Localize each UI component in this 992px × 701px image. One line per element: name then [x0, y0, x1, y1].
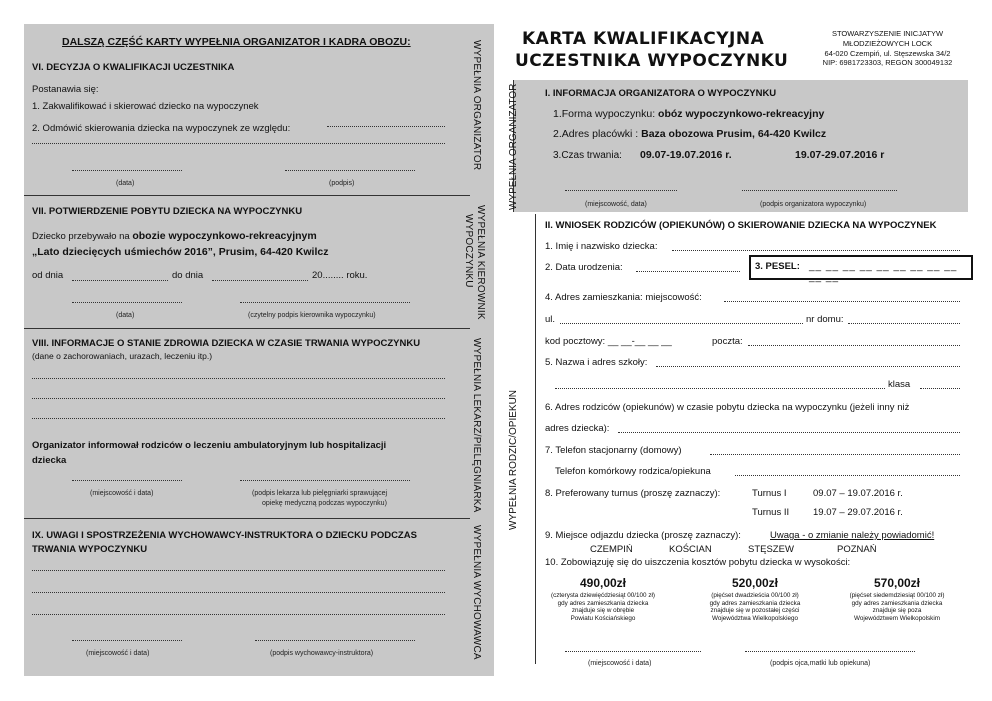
s7-date-caption: (data)	[116, 312, 135, 319]
s1-field3-value-2: 19.07-29.07.2016 r	[795, 149, 885, 161]
price-3-note-4: Województwem Wielkopolskim	[854, 614, 940, 622]
s7-side-label-2: WYPOCZYNKU	[463, 214, 474, 288]
s8-signature-field[interactable]	[240, 480, 410, 481]
q8-label: 8. Preferowany turnus (proszę zaznaczy):	[545, 488, 721, 499]
price-2-note-3: znajduje się w pozostałej części	[710, 607, 800, 615]
s8-health-field-3[interactable]	[32, 418, 445, 419]
s6-date-caption: (data)	[116, 180, 135, 187]
child-name-field[interactable]	[672, 250, 960, 251]
pesel-digit-slots[interactable]: __ __ __ __ __ __ __ __ __ __ __	[809, 261, 958, 283]
s1-field3-label: 3.Czas trwania:	[553, 150, 622, 161]
s9-side-label: WYPEŁNIA WYCHOWAWCA	[471, 525, 482, 660]
s1-signature-caption: (podpis organizatora wypoczynku)	[760, 201, 867, 208]
org-name-1: STOWARZYSZENIE INICJATYW	[831, 29, 944, 38]
price-3-note-2: gdy adres zamieszkania dziecka	[851, 599, 943, 607]
s6-signature-field[interactable]	[285, 170, 415, 171]
house-number-field[interactable]	[848, 323, 960, 324]
s1-side-label: WYPEŁNIA ORGANIZATOR	[508, 83, 519, 210]
s9-signature-field[interactable]	[255, 640, 415, 641]
mobile-phone-field[interactable]	[735, 475, 960, 476]
s9-signature-caption: (podpis wychowawcy-instruktora)	[270, 650, 374, 657]
s6-title: VI. DECYZJA O KWALIFIKACJI UCZESTNIKA	[32, 62, 235, 73]
parent-signature-field[interactable]	[745, 651, 915, 652]
price-1-note	[536, 592, 670, 622]
parent-date-caption: (miejscowość i data)	[588, 660, 652, 667]
price-2-note	[688, 592, 822, 622]
post-office-field[interactable]	[748, 345, 960, 346]
s9-date-field[interactable]	[72, 640, 182, 641]
s1-field2-value: Baza obozowa Prusim, 64-420 Kwilcz	[641, 128, 827, 140]
mobile-phone-label: Telefon komórkowy rodzica/opiekuna	[555, 466, 711, 477]
card-title-2: UCZESTNIKA WYPOCZYNKU	[515, 51, 789, 71]
q9-label: 9. Miejsce odjazdu dziecka (proszę zaznaczy):	[545, 530, 741, 541]
place-koscian[interactable]: KOŚCIAN	[669, 544, 712, 555]
pesel-label: 3. PESEL:	[755, 261, 800, 272]
s8-title: VIII. INFORMACJE O STANIE ZDROWIA DZIECKA W CZASIE TRWANIA WYPOCZYNKU	[32, 338, 421, 349]
q7-label: 7. Telefon stacjonarny (domowy)	[545, 445, 682, 456]
price-2-amount: 520,00zł	[731, 576, 779, 590]
divider	[24, 328, 470, 329]
parent-signature-caption: (podpis ojca,matki lub opiekuna)	[770, 660, 871, 667]
place-czempin[interactable]: CZEMPIŃ	[590, 544, 633, 555]
town-field[interactable]	[724, 301, 960, 302]
s9-title-2: TRWANIA WYPOCZYNKU	[32, 544, 148, 555]
parent-date-field[interactable]	[565, 651, 701, 652]
s8-line1: Organizator informował rodziców o leczeniu ambulatoryjnym lub hospitalizacji	[32, 440, 387, 451]
s7-signature-caption: (czytelny podpis kierownika wypoczynku)	[248, 312, 376, 319]
price-1-note-2: gdy adres zamieszkania dziecka	[557, 599, 649, 607]
price-2-note-2: gdy adres zamieszkania dziecka	[709, 599, 801, 607]
s6-date-field[interactable]	[72, 170, 182, 171]
q6-label-1: 6. Adres rodziców (opiekunów) w czasie pobytu dziecka na wypoczynku (jeżeli inny niż	[545, 402, 910, 413]
school-field-2[interactable]	[555, 388, 885, 389]
organizer-info-box	[513, 80, 968, 212]
price-3-note-1: (pięćset siedemdziesiąt 00/100 zł)	[849, 592, 945, 599]
s9-notes-field-2[interactable]	[32, 592, 445, 593]
q9-note: Uwaga - o zmianie należy powiadomić!	[770, 530, 935, 541]
postal-code-field[interactable]: kod pocztowy: __ __-__ __ __	[545, 336, 672, 347]
place-poznan[interactable]: POZNAŃ	[837, 544, 877, 555]
pesel-box[interactable]	[749, 255, 973, 283]
house-number-label: nr domu:	[806, 314, 844, 325]
s7-line3b: do dnia	[172, 270, 204, 281]
s7-line3a: od dnia	[32, 270, 64, 281]
turnus-2-option[interactable]: Turnus II	[752, 507, 790, 518]
post-office-label: poczta:	[712, 336, 743, 347]
parents-address-field[interactable]	[618, 432, 960, 433]
s7-signature-field[interactable]	[240, 302, 410, 303]
s6-reason-field[interactable]	[327, 126, 445, 127]
s9-notes-field-3[interactable]	[32, 614, 445, 615]
price-2-note-1: (pięćset dwadzieścia 00/100 zł)	[711, 592, 799, 599]
class-label: klasa	[888, 379, 911, 390]
turnus-1-dates: 09.07 – 19.07.2016 r.	[813, 488, 903, 499]
s8-date-caption: (miejscowość i data)	[90, 490, 154, 497]
q6-label-2: adres dziecka):	[545, 423, 610, 434]
price-2-note-4: Województwa Wielkopolskiego	[712, 614, 798, 622]
left-header: DALSZĄ CZĘŚĆ KARTY WYPEŁNIA ORGANIZATOR I KADRA OBOZU:	[62, 36, 411, 48]
home-phone-field[interactable]	[710, 454, 960, 455]
s8-subtitle: (dane o zachorowaniach, urazach, leczeniu itp.)	[32, 351, 213, 361]
s1-date-field[interactable]	[565, 190, 677, 191]
q2-label: 2. Data urodzenia:	[545, 262, 623, 273]
s6-signature-caption: (podpis)	[329, 180, 355, 187]
s8-signature-caption-2: opiekę medyczną podczas wypoczynku)	[262, 500, 387, 507]
s1-title: I. INFORMACJA ORGANIZATORA O WYPOCZYNKU	[545, 88, 777, 99]
s1-date-caption: (miejscowość, data)	[585, 201, 647, 208]
price-1-note-1: (czterysta dziewięćdziesiąt 00/100 zł)	[551, 592, 655, 599]
org-ids: NIP: 6981723303, REGON 300049132	[822, 58, 953, 68]
price-3-note-3: znajduje się poza	[872, 607, 922, 615]
s7-to-field[interactable]	[212, 280, 308, 281]
divider	[24, 518, 470, 519]
s7-title: VII. POTWIERDZENIE POBYTU DZIECKA NA WYPOCZYNKU	[32, 206, 303, 217]
s1-field1-value: obóz wypoczynkowo-rekreacyjny	[658, 108, 825, 120]
s1-field3-value-1: 09.07-19.07.2016 r.	[640, 149, 732, 161]
s1-field2	[553, 128, 826, 140]
price-1-note-4: Powiatu Kościańskiego	[570, 614, 636, 622]
s1-field1-label: 1.Forma wypoczynku:	[553, 108, 659, 120]
price-1-amount: 490,00zł	[579, 576, 627, 590]
price-3-amount: 570,00zł	[873, 576, 921, 590]
s9-date-caption: (miejscowość i data)	[86, 650, 150, 657]
turnus-2-dates: 19.07 – 29.07.2016 r.	[813, 507, 903, 518]
s9-title-1: IX. UWAGI I SPOSTRZEŻENIA WYCHOWAWCY-INSTRUKTORA O DZIECKU PODCZAS	[32, 530, 417, 541]
org-name-2: MŁODZIEŻOWYCH LOCK	[842, 38, 933, 48]
s7-line3c: 20........ roku.	[312, 270, 368, 281]
s8-date-field[interactable]	[72, 480, 182, 481]
divider	[24, 195, 470, 196]
school-field-1[interactable]	[656, 366, 960, 367]
turnus-1-option[interactable]: Turnus I	[752, 488, 787, 499]
street-label: ul.	[545, 314, 556, 325]
price-3-note	[830, 592, 964, 622]
s8-line2: dziecka	[32, 455, 67, 466]
org-info	[805, 29, 970, 68]
s7-line1	[32, 230, 317, 242]
card-title-1: KARTA KWALIFIKACYJNA	[522, 29, 765, 49]
q5-label: 5. Nazwa i adres szkoły:	[545, 357, 648, 368]
s8-side-label: WYPEŁNIA LEKARZ/PIELĘGNIARKA	[471, 338, 482, 513]
s2-side-label: WYPEŁNIA RODZIC/OPIEKUN	[508, 389, 519, 530]
s8-health-field-2[interactable]	[32, 398, 445, 399]
street-field[interactable]	[560, 323, 803, 324]
left-panel	[24, 24, 494, 676]
s1-field2-label: 2.Adres placówki :	[553, 128, 642, 140]
birth-date-field[interactable]	[636, 271, 740, 272]
s1-field1	[553, 108, 824, 120]
s9-notes-field-1[interactable]	[32, 570, 445, 571]
org-address: 64-020 Czempiń, ul. Stęszewska 34/2	[824, 48, 951, 58]
s7-line2: „Lato dziecięcych uśmiechów 2016”, Prusim, 64-420 Kwilcz	[32, 246, 329, 258]
class-field[interactable]	[920, 388, 960, 389]
s7-from-field[interactable]	[72, 280, 168, 281]
q4-label: 4. Adres zamieszkania: miejscowość:	[545, 292, 702, 303]
s8-health-field-1[interactable]	[32, 378, 445, 379]
s6-line3: 2. Odmówić skierowania dziecka na wypoczynek ze względu:	[32, 123, 291, 134]
q1-label: 1. Imię i nazwisko dziecka:	[545, 241, 658, 252]
s6-line2: 1. Zakwalifikować i skierować dziecko na wypoczynek	[32, 101, 259, 112]
place-steszew[interactable]: STĘSZEW	[748, 544, 794, 555]
s1-signature-field[interactable]	[742, 190, 897, 191]
s6-reason-field-2[interactable]	[32, 143, 445, 144]
s7-camp-name: obozie wypoczynkowo-rekreacyjnym	[132, 230, 317, 242]
s7-date-field[interactable]	[72, 302, 182, 303]
price-1-note-3: znajduje się w obrębie	[571, 607, 635, 615]
s6-side-label: WYPEŁNIA ORGANIZATOR	[471, 40, 482, 171]
s6-line1: Postanawia się:	[32, 84, 99, 95]
s8-signature-caption-1: (podpis lekarza lub pielęgniarki sprawującej	[252, 490, 388, 497]
s2-title: II. WNIOSEK RODZICÓW (OPIEKUNÓW) O SKIEROWANIE DZIECKA NA WYPOCZYNEK	[545, 220, 937, 231]
s7-side-label-1: WYPEŁNIA KIEROWNIK	[475, 205, 486, 320]
s7-line1-text: Dziecko przebywało na	[32, 231, 133, 242]
q10-label: 10. Zobowiązuję się do uiszczenia kosztów pobytu dziecka w wysokości:	[545, 557, 851, 568]
